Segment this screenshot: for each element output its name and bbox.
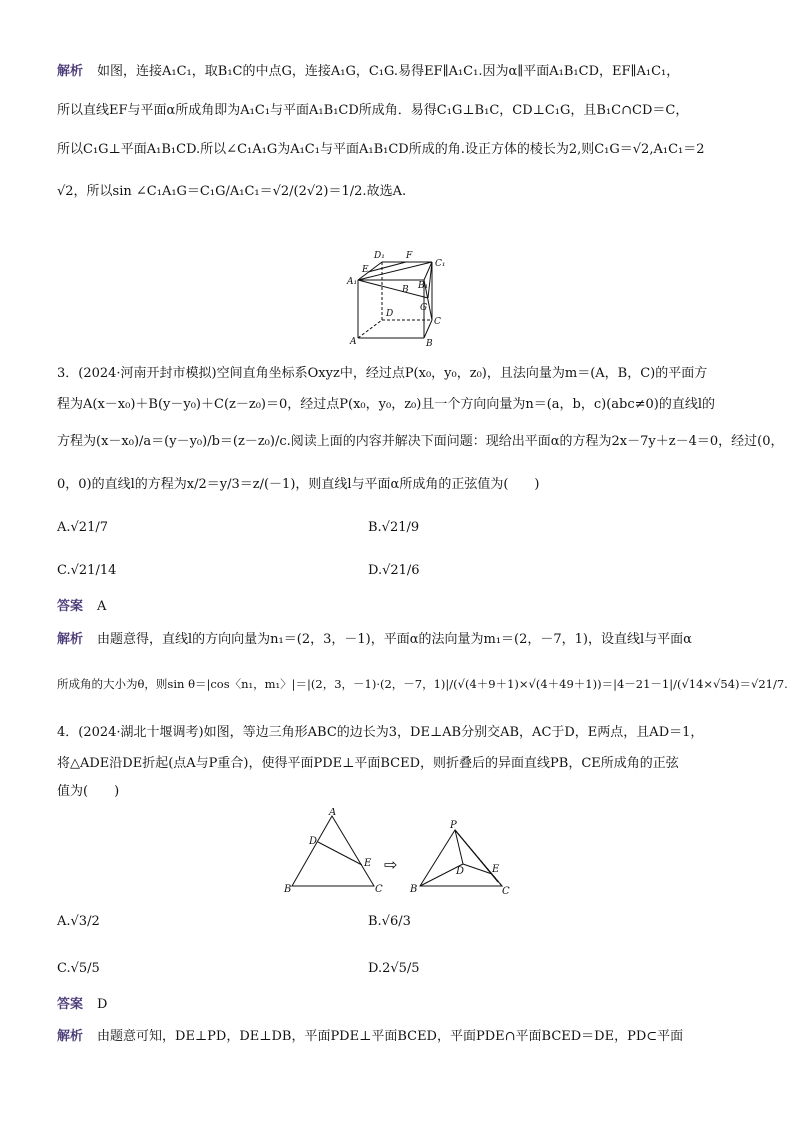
tri2-label-E: E — [492, 864, 500, 875]
q4-line-2: 将△ADE沿DE折起(点A与P重合)，使得平面PDE⊥平面BCED，则折叠后的异面直线PB，CE所成角的正弦 — [57, 756, 679, 771]
solution-label: 解析 — [57, 632, 84, 647]
label-G: G — [420, 303, 428, 313]
cube-figure — [340, 248, 460, 348]
solution-2-line-4: √2，所以sin ∠C₁A₁G＝C₁G/A₁C₁＝√2/(2√2)＝1/2.故选A. — [57, 184, 407, 199]
label-C: C — [434, 317, 441, 327]
tri-label-E: E — [364, 858, 372, 869]
answer-value: D — [97, 997, 108, 1012]
tri2-label-P: P — [450, 820, 457, 831]
label-D: D — [386, 309, 394, 319]
q4-solution-line-1: 解析 由题意可知，DE⊥PD，DE⊥DB，平面PDE⊥平面BCED，平面PDE∩平面BCED＝DE，PD⊂平面 — [57, 1029, 684, 1044]
solution-2-line-2: 所以直线EF与平面α所成角即为A₁C₁与平面A₁B₁CD所成角．易得C₁G⊥B₁C，CD⊥C₁G，且B₁C∩CD＝C， — [57, 103, 689, 118]
solution-label: 解析 — [57, 1029, 84, 1044]
q3-solution-line-2: 所成角的大小为θ，则sin θ＝|cos〈n₁，m₁〉|＝|(2，3，－1)·(2，－7，1)|/(√(4＋9＋1)×√(4＋49＋1))＝|4－21－1|/(√14×√54)＝√21/7. — [57, 677, 788, 691]
q4-line-1: 4．(2024·湖北十堰调考)如图，等边三角形ABC的边长为3，DE⊥AB分别交AB，AC于D，E两点，且AD＝1， — [57, 725, 704, 740]
tri-label-B: B — [284, 884, 292, 895]
answer-label: 答案 — [57, 997, 84, 1012]
label-E: E — [362, 265, 369, 275]
label-B1: B₁ — [418, 281, 429, 291]
q4-line-3: 值为( ) — [57, 784, 120, 799]
answer-value: A — [97, 599, 107, 614]
tri-label-C: C — [375, 884, 383, 895]
label-F: F — [406, 251, 413, 261]
q4-option-c: C.√5/5 — [57, 961, 100, 976]
solution-2-line-3: 所以C₁G⊥平面A₁B₁CD.所以∠C₁A₁G为A₁C₁与平面A₁B₁CD所成的角.设正方体的棱长为2,则C₁G＝√2,A₁C₁＝2 — [57, 142, 705, 157]
tri-label-A: A — [329, 808, 337, 818]
q3-option-d: D.√21/6 — [368, 563, 420, 578]
label-B: B — [402, 285, 409, 295]
answer-label: 答案 — [57, 599, 84, 614]
solution-2-line-1: 解析 如图，连接A₁C₁，取B₁C的中点G，连接A₁G，C₁G.易得EF∥A₁C₁.因为α∥平面A₁B₁CD，EF∥A₁C₁， — [57, 64, 680, 79]
q4-option-b: B.√6/3 — [368, 914, 411, 929]
label-D1: D₁ — [374, 251, 385, 261]
q3-option-b: B.√21/9 — [368, 520, 420, 535]
q3-option-a: A.√21/7 — [57, 520, 108, 535]
label-A1: A₁ — [347, 277, 358, 287]
label-A: A — [350, 337, 357, 347]
triangle-figure — [280, 808, 530, 898]
q3-line-3: 方程为(x－x₀)/a＝(y－y₀)/b＝(z－z₀)/c.阅读上面的内容并解决下面问题：现给出平面α的方程为2x－7y＋z－4＝0，经过(0， — [57, 434, 784, 449]
q3-line-2: 程为A(x－x₀)＋B(y－y₀)＋C(z－z₀)＝0，经过点P(x₀，y₀，z₀)且一个方向向量为n＝(a，b，c)(abc≠0)的直线l的 — [57, 397, 716, 412]
q3-answer — [57, 599, 106, 615]
q4-option-d: D.2√5/5 — [368, 961, 420, 976]
fold-arrow-icon: ⇨ — [384, 855, 398, 874]
q3-line-4: 0，0)的直线l的方程为x/2＝y/3＝z/(－1)，则直线l与平面α所成角的正弦值为( ) — [57, 477, 540, 492]
q3-option-c: C.√21/14 — [57, 563, 117, 578]
label-B-bottom: B — [426, 339, 433, 348]
q4-option-a: A.√3/2 — [57, 914, 100, 929]
q4-answer — [57, 997, 107, 1013]
solution-label: 解析 — [57, 64, 84, 79]
tri2-label-B: B — [410, 884, 418, 895]
q3-line-1: 3．(2024·河南开封市模拟)空间直角坐标系Oxyz中，经过点P(x₀，y₀，z₀)，且法向量为m＝(A，B，C)的平面方 — [57, 366, 708, 381]
label-C1: C₁ — [435, 259, 446, 269]
tri2-label-C: C — [502, 886, 510, 897]
q3-solution-line-1: 解析 由题意得，直线l的方向向量为n₁＝(2，3，－1)，平面α的法向量为m₁＝(2，－7，1)，设直线l与平面α — [57, 632, 692, 647]
tri-label-D: D — [309, 836, 318, 847]
tri2-label-D: D — [456, 866, 465, 877]
